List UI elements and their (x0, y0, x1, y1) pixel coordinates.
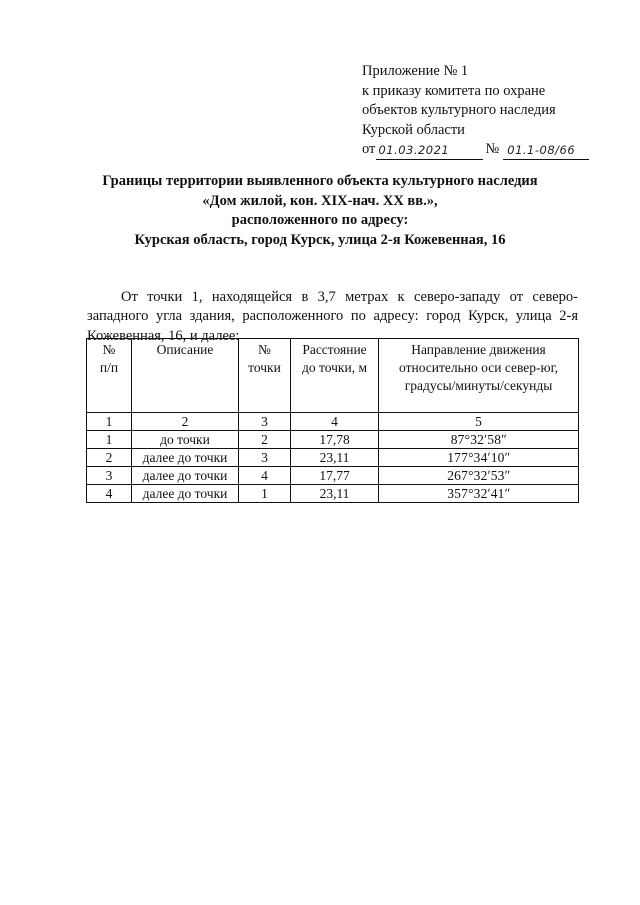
row-description: до точки (132, 431, 239, 449)
header-description: Описание (132, 339, 239, 413)
row-direction: 87°32ʹ58ʺ (379, 431, 579, 449)
title-line-1: Границы территории выявленного объекта культурного наследия (102, 173, 538, 189)
row-direction: 177°34ʹ10ʺ (379, 449, 579, 467)
row-distance: 17,78 (291, 431, 379, 449)
table-row (87, 467, 579, 485)
number-prefix: № (485, 141, 500, 157)
row-distance: 23,11 (291, 449, 379, 467)
table-row (87, 449, 579, 467)
row-number: 1 (87, 431, 132, 449)
row-description: далее до точки (132, 467, 239, 485)
title-line-4: Курская область, город Курск, улица 2-я Кожевенная, 16 (134, 231, 506, 248)
appendix-title: Приложение № 1 (362, 63, 469, 79)
handwritten-order-number: 01.1-08/66 (503, 142, 589, 160)
row-direction: 267°32ʹ53ʺ (379, 467, 579, 485)
table-cell: 4 (291, 413, 379, 431)
table-row (87, 431, 579, 449)
appendix-line-region: Курской области (362, 121, 465, 138)
row-point: 4 (239, 467, 291, 485)
table-numbering-row (87, 413, 579, 431)
table-row (87, 485, 579, 503)
row-point: 1 (239, 485, 291, 503)
row-description: далее до точки (132, 449, 239, 467)
document-title (80, 172, 560, 250)
intro-paragraph: От точки 1, находящейся в 3,7 метрах к северо-западу от северо-западного угла здания, расположенного по адресу: город Курск, улица 2-я Кожевенная, 16, и далее: (87, 288, 578, 344)
row-number: 3 (87, 467, 132, 485)
table-cell: 2 (132, 413, 239, 431)
row-point: 2 (239, 431, 291, 449)
appendix-line-heritage: объектов культурного наследия (362, 102, 556, 118)
table-header-row (87, 339, 579, 413)
row-point: 3 (239, 449, 291, 467)
row-distance: 17,77 (291, 467, 379, 485)
row-direction: 357°32ʹ41ʺ (379, 485, 579, 503)
handwritten-date: 01.03.2021 (376, 142, 483, 160)
header-distance: Расстояние до точки, м (291, 339, 379, 413)
table-cell: 5 (379, 413, 579, 431)
table-cell: 3 (239, 413, 291, 431)
appendix-line-order: к приказу комитета по охране (362, 82, 546, 99)
row-distance: 23,11 (291, 485, 379, 503)
row-number: 2 (87, 449, 132, 467)
table-cell: 1 (87, 413, 132, 431)
date-prefix: от (362, 141, 376, 157)
header-row-number: № п/п (87, 339, 132, 413)
appendix-date-number-row (362, 140, 622, 160)
title-line-3: расположенного по адресу: (231, 212, 409, 228)
row-number: 4 (87, 485, 132, 503)
header-point-number: № точки (239, 339, 291, 413)
boundary-table (86, 338, 579, 503)
title-line-2: «Дом жилой, кон. XIX-нач. XX вв.», (202, 192, 438, 209)
row-description: далее до точки (132, 485, 239, 503)
header-direction: Направление движения относительно оси север-юг, градусы/минуты/секунды (379, 339, 579, 413)
appendix-block (362, 62, 622, 160)
